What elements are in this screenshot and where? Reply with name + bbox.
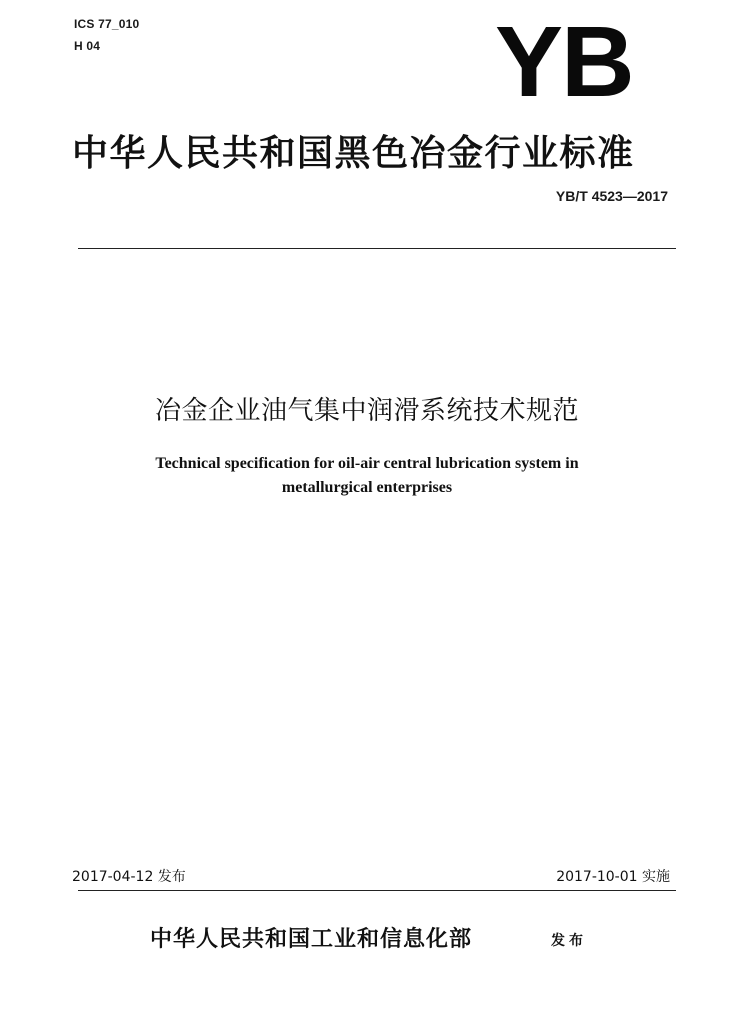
ics-code: ICS 77_010 — [74, 17, 140, 31]
ccs-code: H 04 — [74, 39, 101, 53]
top-divider — [78, 248, 676, 249]
bottom-divider — [78, 890, 676, 891]
document-title-chinese: 冶金企业油气集中润滑系统技术规范 — [154, 396, 579, 426]
document-title-english — [0, 452, 734, 500]
industry-standard-title: 中华人民共和国黑色冶金行业标准 — [72, 133, 635, 174]
yb-logo: YB — [495, 6, 633, 118]
english-title-line-2: metallurgical enterprises — [281, 479, 453, 496]
standard-number: YB/T 4523—2017 — [555, 188, 668, 204]
release-date: 2017-04-12 发布 — [72, 869, 186, 885]
publisher-name: 中华人民共和国工业和信息化部 — [150, 926, 473, 952]
english-title-line-1: Technical specification for oil-air central lubrication system in — [155, 455, 579, 472]
issued-label: 发布 — [551, 933, 587, 949]
implementation-date: 2017-10-01 实施 — [556, 869, 670, 885]
